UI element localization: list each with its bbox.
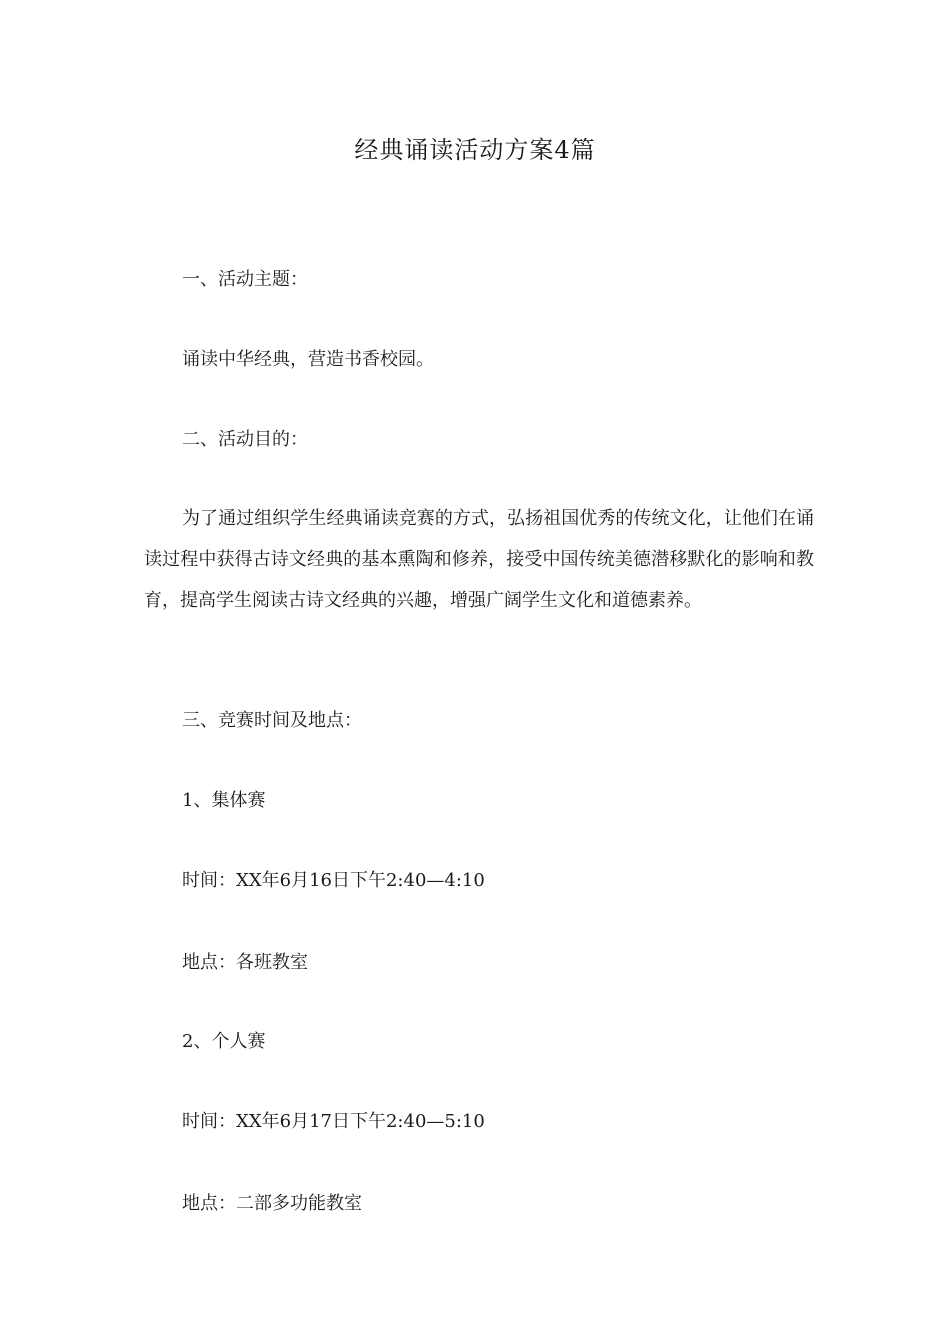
group-contest-heading: 1、集体赛	[182, 790, 266, 811]
section-heading-time-place: 三、竞赛时间及地点：	[182, 710, 362, 731]
individual-contest-heading: 2、个人赛	[182, 1031, 266, 1052]
individual-contest-place: 地点：二部多功能教室	[182, 1193, 362, 1214]
section-heading-purpose: 二、活动目的：	[182, 429, 308, 450]
group-contest-place: 地点：各班教室	[182, 952, 308, 973]
individual-contest-time: 时间：XX年6月17日下午2:40—5:10	[182, 1111, 485, 1132]
group-contest-time: 时间：XX年6月16日下午2:40—4:10	[182, 870, 485, 891]
section-heading-theme: 一、活动主题：	[182, 269, 308, 290]
document-title: 经典诵读活动方案4篇	[354, 136, 596, 164]
section-body-purpose: 为了通过组织学生经典诵读竞赛的方式，弘扬祖国优秀的传统文化，让他们在诵读过程中获得古诗文经典的基本熏陶和修养，接受中国传统美德潜移默化的影响和教育，提高学生阅读古诗文经典的兴趣，增强广阔学生文化和道德素养。	[144, 508, 814, 611]
section-body-theme: 诵读中华经典，营造书香校园。	[182, 349, 434, 370]
